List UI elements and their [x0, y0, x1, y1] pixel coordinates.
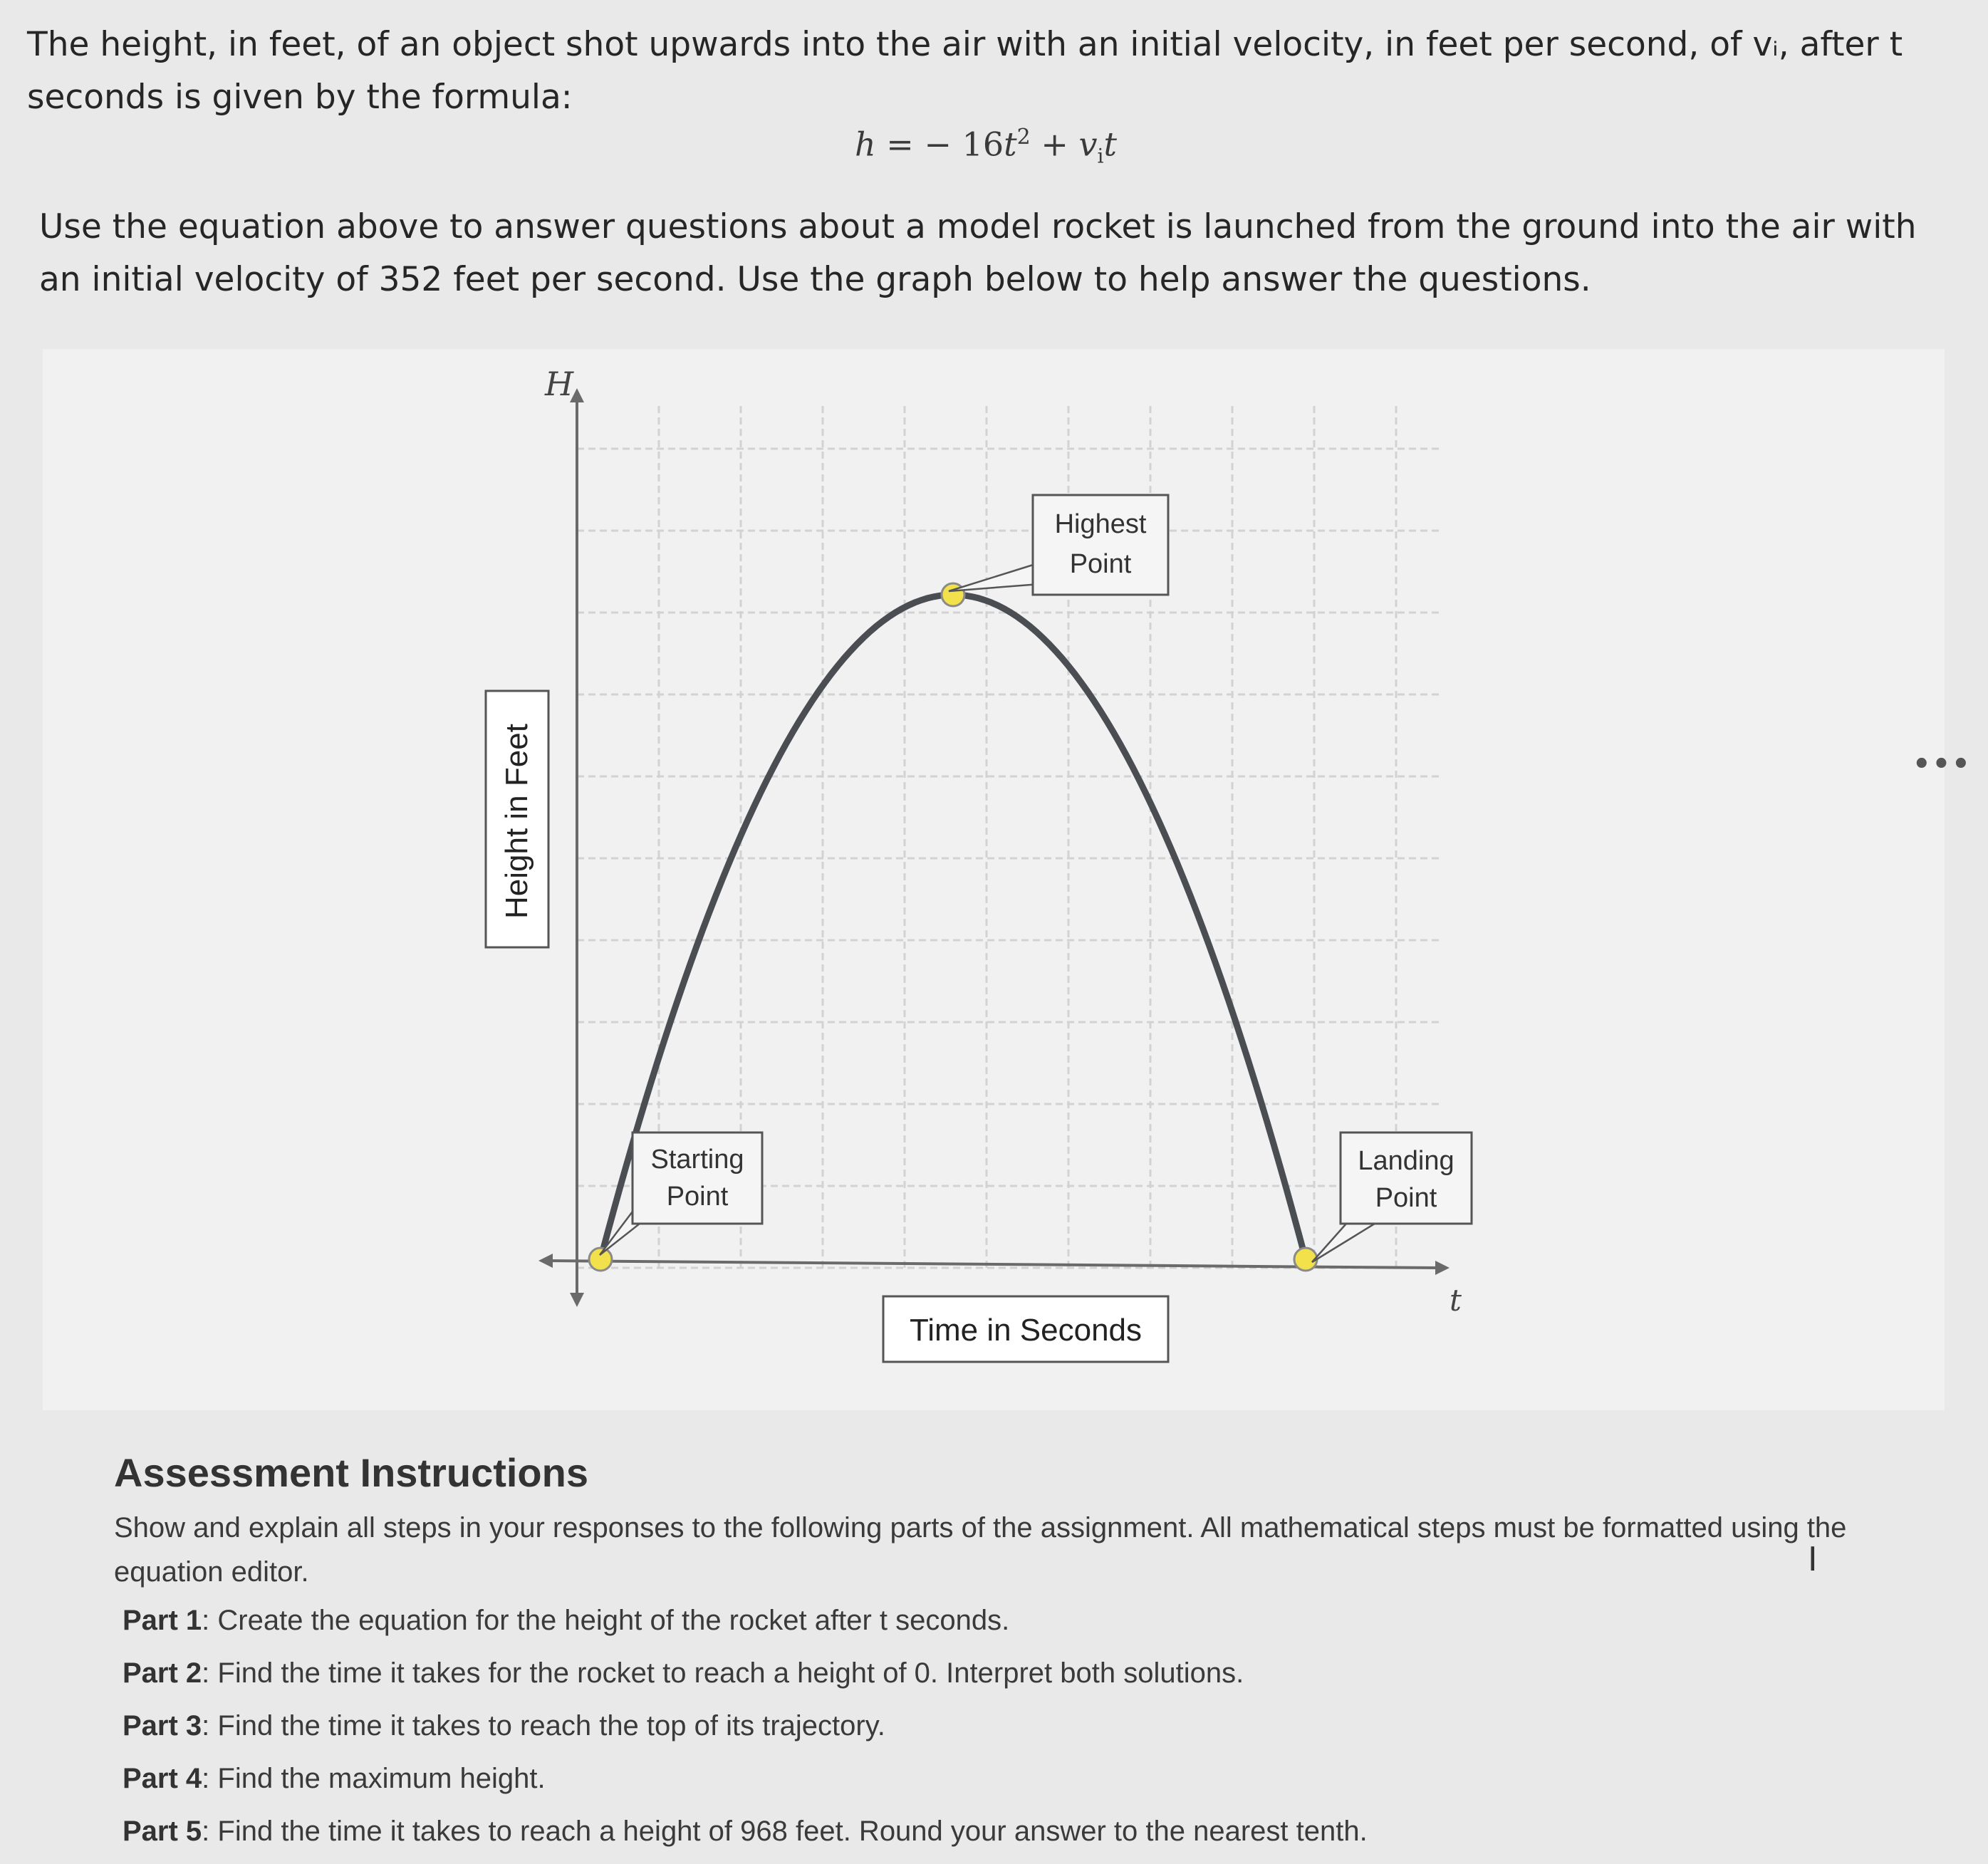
- part-item: [123, 1805, 1895, 1858]
- highest-callout-line2: Point: [1069, 549, 1132, 579]
- formula-equals: = − 16: [875, 125, 1004, 164]
- assessment-heading: Assessment Instructions: [114, 1450, 588, 1495]
- starting-callout-line1: Starting: [650, 1145, 744, 1175]
- starting-callout-line2: Point: [666, 1182, 729, 1212]
- starting-point-marker: [589, 1248, 612, 1271]
- formula-plus: +: [1030, 125, 1079, 164]
- highest-callout-line1: Highest: [1054, 509, 1147, 539]
- part-text: : Find the maximum height.: [202, 1763, 546, 1794]
- text-cursor-icon: I: [1808, 1540, 1818, 1578]
- part-text: : Create the equation for the height of the rocket after t seconds.: [202, 1605, 1010, 1636]
- part-item: [123, 1647, 1895, 1699]
- x-axis-arrow-left: [538, 1254, 553, 1268]
- part-label: Part 3: [123, 1710, 202, 1741]
- formula-v: v: [1078, 125, 1098, 164]
- problem-text: Use the equation above to answer questions about a model rocket is launched from the ground into the air with an initial velocity of 352 feet per second. Use the graph below to help answer the questions.: [39, 207, 1917, 299]
- assessment-body: Show and explain all steps in your responses to the following parts of the assignment. All mathematical steps must be formatted using the equation editor.: [114, 1512, 1847, 1588]
- formula-h: h: [855, 125, 876, 164]
- y-axis-arrow-down: [570, 1293, 584, 1307]
- formula-t2: t: [1103, 125, 1117, 164]
- part-text: : Find the time it takes to reach the top of its trajectory.: [202, 1710, 885, 1741]
- x-axis-arrow-right: [1435, 1261, 1450, 1275]
- formula-exponent: 2: [1016, 125, 1031, 150]
- part-item: [123, 1699, 1895, 1752]
- x-axis-label: Time in Seconds: [909, 1313, 1143, 1348]
- assessment-section: [114, 1449, 1895, 1858]
- landing-callout-line2: Point: [1375, 1183, 1437, 1213]
- x-axis-letter: t: [1450, 1283, 1462, 1318]
- part-text: : Find the time it takes for the rocket to reach a height of 0. Interpret both solutions.: [202, 1657, 1244, 1689]
- part-label: Part 1: [123, 1605, 202, 1636]
- part-label: Part 2: [123, 1657, 202, 1689]
- y-axis-label: Height in Feet: [499, 724, 534, 919]
- intro-text: The height, in feet, of an object shot upwards into the air with an initial velocity, in feet per second, of vᵢ, after t seconds is given by the formula:: [27, 25, 1903, 117]
- part-text: : Find the time it takes to reach a height of 968 feet. Round your answer to the nearest tenth.: [202, 1816, 1368, 1847]
- part-label: Part 5: [123, 1816, 202, 1847]
- landing-callout-line1: Landing: [1358, 1146, 1454, 1176]
- highest-callout-pointer: [949, 563, 1040, 591]
- formula-t1: t: [1004, 125, 1017, 164]
- part-label: Part 4: [123, 1763, 202, 1794]
- y-axis-letter: H: [545, 365, 574, 403]
- trajectory-chart: [43, 349, 1945, 1410]
- part-item: [123, 1594, 1895, 1647]
- formula-subscript: i: [1097, 144, 1104, 168]
- more-options-icon[interactable]: •••: [1912, 748, 1972, 781]
- part-item: [123, 1752, 1895, 1805]
- height-formula: [855, 125, 1117, 168]
- graph-panel: [43, 349, 1972, 1410]
- landing-callout-pointer: [1312, 1224, 1375, 1262]
